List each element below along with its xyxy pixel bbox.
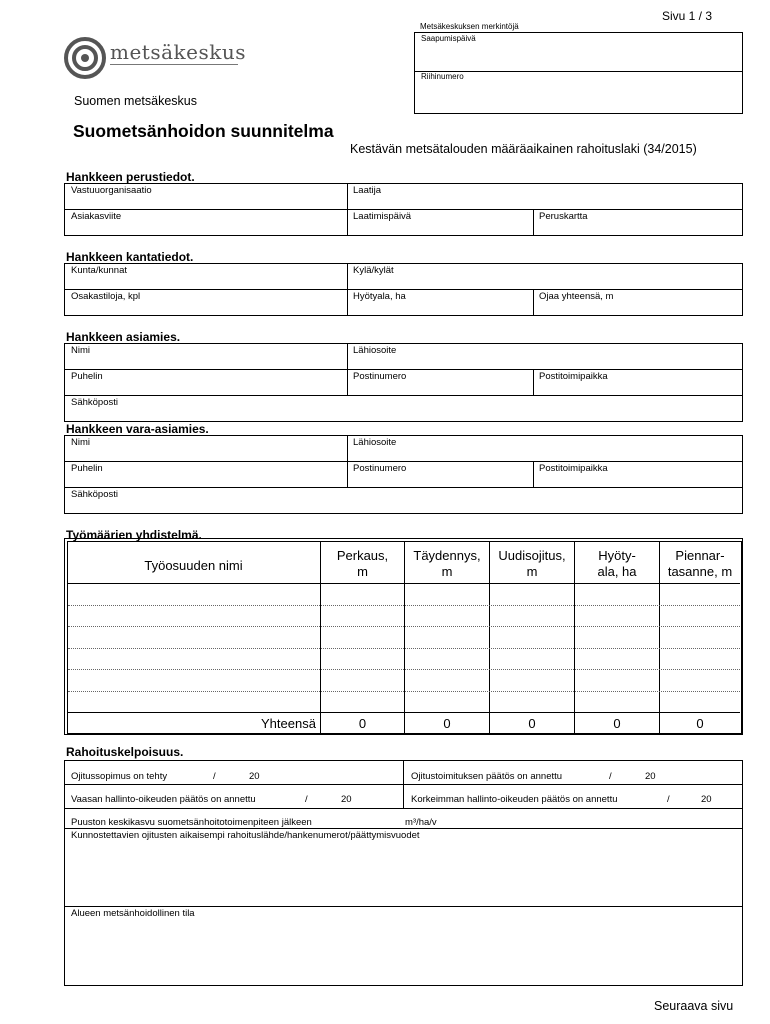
deputy-post-office-field[interactable]	[537, 474, 741, 488]
vaasa-court-label: Vaasan hallinto-oikeuden päätös on annettu	[71, 794, 256, 805]
agent-email-field[interactable]	[69, 408, 741, 422]
basic-info-table	[64, 183, 743, 236]
property-info-heading: Hankkeen kantatiedot.	[66, 250, 194, 264]
col-supplement-header	[405, 548, 489, 580]
col-verge-header-line1: Piennar-	[675, 548, 725, 563]
forest-condition-label: Alueen metsänhoidollinen tila	[71, 908, 195, 919]
col-useful-header	[575, 548, 659, 580]
col-verge-header	[660, 548, 740, 580]
agent-address-label: Lähiosoite	[353, 345, 397, 356]
date-label: Laatimispäivä	[353, 211, 412, 222]
useful-area-field[interactable]	[351, 302, 533, 316]
agent-address-field[interactable]	[351, 356, 741, 370]
work-row-3-name[interactable]	[70, 628, 322, 649]
shares-field[interactable]	[69, 302, 347, 316]
vaasa-court-year: 20	[341, 794, 352, 805]
deputy-agent-table	[64, 435, 743, 514]
col-clearing-header-line1: Perkaus,	[336, 548, 389, 563]
forest-condition-field[interactable]	[69, 921, 741, 985]
agent-postal-code-label: Postinumero	[353, 371, 407, 382]
form-title: Suometsänhoidon suunnitelma	[73, 121, 334, 141]
agent-post-office-label: Postitoimipaikka	[539, 371, 608, 382]
received-date-label: Saapumispäivä	[421, 34, 476, 43]
village-label: Kylä/kylät	[353, 265, 394, 276]
eligibility-table	[64, 760, 743, 986]
received-date-field[interactable]	[419, 45, 741, 69]
col-supplement-header-line2: m	[441, 564, 453, 579]
col-redigging-header	[490, 548, 574, 580]
total-supplement: 0	[443, 716, 451, 731]
author-field[interactable]	[351, 196, 741, 210]
col-useful-header-line2: ala, ha	[597, 564, 637, 579]
col-clearing-header	[321, 548, 404, 580]
total-useful: 0	[613, 716, 621, 731]
ditch-decision-year: 20	[645, 771, 656, 782]
office-box-title: Metsäkeskuksen merkintöjä	[420, 22, 519, 31]
supreme-court-label: Korkeimman hallinto-oikeuden päätös on annettu	[411, 794, 618, 805]
previous-funding-label: Kunnostettavien ojitusten aikaisempi rahoituslähde/hankenumerot/päättymisvuodet	[71, 830, 420, 841]
col-clearing-header-line2: m	[357, 564, 368, 579]
responsible-org-field[interactable]	[69, 196, 347, 210]
ditch-decision-sep: /	[609, 771, 612, 782]
office-use-box	[414, 32, 743, 114]
previous-funding-field[interactable]	[69, 843, 741, 907]
deputy-postal-code-field[interactable]	[351, 474, 533, 488]
agent-phone-field[interactable]	[69, 382, 347, 396]
ditches-total-field[interactable]	[537, 302, 741, 316]
metsakeskus-logo-icon	[64, 37, 106, 79]
col-verge-header-line2: tasanne, m	[667, 564, 733, 579]
record-number-field[interactable]	[419, 83, 741, 111]
growth-field[interactable]	[357, 815, 407, 829]
deputy-name-label: Nimi	[71, 437, 90, 448]
vaasa-court-day-field[interactable]	[277, 793, 307, 807]
ditch-agreement-day-field[interactable]	[185, 770, 215, 784]
ditches-total-label: Ojaa yhteensä, m	[539, 291, 614, 302]
col-name-header: Työosuuden nimi	[144, 558, 243, 573]
supreme-court-year: 20	[701, 794, 712, 805]
deputy-address-label: Lähiosoite	[353, 437, 397, 448]
author-label: Laatija	[353, 185, 381, 196]
work-summary-heading: Työmäärien yhdistelmä.	[66, 528, 202, 542]
agent-name-label: Nimi	[71, 345, 90, 356]
deputy-post-office-label: Postitoimipaikka	[539, 463, 608, 474]
total-redigging: 0	[528, 716, 536, 731]
village-field[interactable]	[351, 276, 741, 290]
supreme-court-day-field[interactable]	[639, 793, 669, 807]
col-redigging-header-line1: Uudisojitus,	[498, 548, 566, 563]
total-label: Yhteensä	[261, 716, 316, 731]
agent-post-office-field[interactable]	[537, 382, 741, 396]
agent-phone-label: Puhelin	[71, 371, 103, 382]
agent-table	[64, 343, 743, 422]
customer-ref-label: Asiakasviite	[71, 211, 122, 222]
work-summary-table	[64, 538, 743, 735]
useful-area-label: Hyötyala, ha	[353, 291, 406, 302]
work-row-5-name[interactable]	[70, 671, 322, 692]
col-redigging-header-line2: m	[526, 564, 538, 579]
deputy-phone-label: Puhelin	[71, 463, 103, 474]
agent-email-label: Sähköposti	[71, 397, 119, 408]
work-row-6-name[interactable]	[70, 693, 322, 713]
basic-info-heading: Hankkeen perustiedot.	[66, 170, 195, 184]
property-info-table	[64, 263, 743, 316]
municipality-label: Kunta/kunnat	[71, 265, 127, 276]
shares-label: Osakastiloja, kpl	[71, 291, 141, 302]
agent-postal-code-field[interactable]	[351, 382, 533, 396]
ditch-decision-day-field[interactable]	[581, 770, 611, 784]
deputy-name-field[interactable]	[69, 448, 347, 462]
work-row-4-name[interactable]	[70, 650, 322, 670]
responsible-org-label: Vastuuorganisaatio	[71, 185, 152, 196]
total-verge: 0	[696, 716, 704, 731]
growth-label: Puuston keskikasvu suometsänhoitotoimenpiteen jälkeen	[71, 817, 312, 828]
agent-name-field[interactable]	[69, 356, 347, 370]
form-subtitle: Kestävän metsätalouden määräaikainen rahoituslaki (34/2015)	[350, 142, 697, 156]
col-useful-header-line1: Hyöty-	[598, 548, 636, 563]
deputy-email-label: Sähköposti	[71, 489, 119, 500]
ditch-agreement-sep: /	[213, 771, 216, 782]
agent-heading: Hankkeen asiamies.	[66, 330, 181, 344]
ditch-decision-label: Ojitustoimituksen päätös on annettu	[411, 771, 563, 782]
eligibility-heading: Rahoituskelpoisuus.	[66, 745, 184, 759]
base-map-label: Peruskartta	[539, 211, 588, 222]
deputy-phone-field[interactable]	[69, 474, 347, 488]
total-clearing: 0	[358, 716, 367, 731]
record-number-label: Riihinumero	[421, 72, 464, 81]
ditch-agreement-year: 20	[249, 771, 260, 782]
organization-name: Suomen metsäkeskus	[74, 94, 197, 108]
municipality-field[interactable]	[69, 276, 347, 290]
ditch-agreement-label: Ojitussopimus on tehty	[71, 771, 168, 782]
work-row-1-name[interactable]	[70, 585, 322, 606]
deputy-address-field[interactable]	[351, 448, 741, 462]
date-field[interactable]	[351, 222, 533, 236]
next-page-link[interactable]: Seuraava sivu	[654, 999, 734, 1013]
col-supplement-header-line1: Täydennys,	[413, 548, 481, 563]
page-number: Sivu 1 / 3	[662, 9, 713, 23]
deputy-postal-code-label: Postinumero	[353, 463, 407, 474]
vaasa-court-sep: /	[305, 794, 308, 805]
base-map-field[interactable]	[537, 222, 741, 236]
deputy-agent-heading: Hankkeen vara-asiamies.	[66, 422, 209, 436]
deputy-email-field[interactable]	[69, 500, 741, 514]
logo-wordmark: metsäkeskus	[110, 40, 247, 64]
supreme-court-sep: /	[667, 794, 670, 805]
work-row-2-name[interactable]	[70, 607, 322, 627]
growth-unit: m³/ha/v	[405, 817, 437, 828]
customer-ref-field[interactable]	[69, 222, 347, 236]
